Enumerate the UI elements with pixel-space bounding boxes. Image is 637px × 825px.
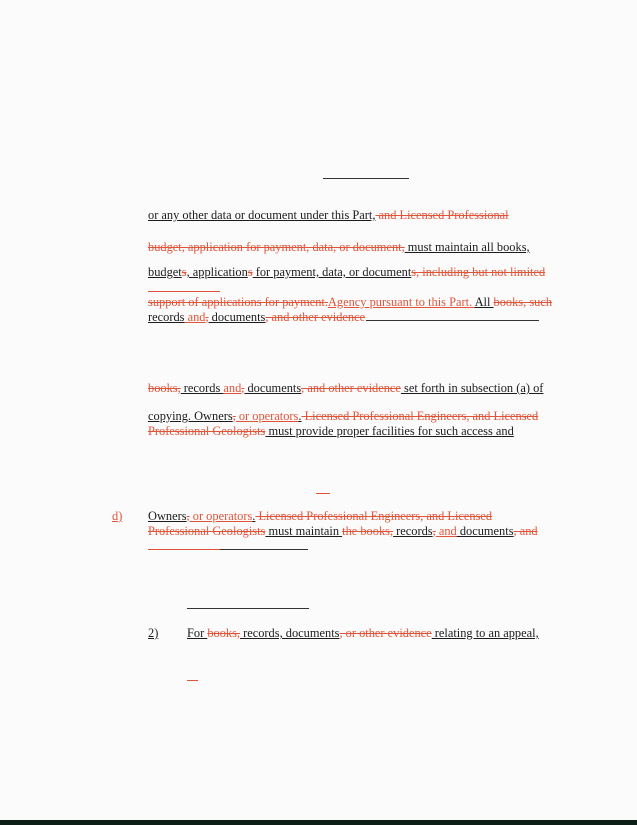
retained-text: budget <box>148 265 182 279</box>
inserted-text: Agency pursuant to this Part. <box>327 295 475 309</box>
retained-text: records <box>148 310 185 324</box>
separator-rule-red <box>148 291 220 292</box>
text-line-8 <box>148 425 514 437</box>
retained-text: documents <box>456 524 514 538</box>
deleted-text: budget, application for payment, data, or document, <box>148 240 405 254</box>
retained-text: for payment, data, or document <box>252 265 412 279</box>
retained-text: documents <box>244 381 302 395</box>
deleted-text: Professional Geologists <box>148 424 266 438</box>
separator-rule-mid <box>187 608 309 609</box>
retained-text: . <box>252 509 256 523</box>
retained-text: records <box>180 381 224 395</box>
text-line-11 <box>187 627 539 639</box>
retained-text: Owners <box>148 509 187 523</box>
inserted-text: and <box>223 381 242 395</box>
inserted-text: and <box>435 524 457 538</box>
text-line-3 <box>148 266 545 278</box>
subsection-label-d: d) <box>112 509 123 523</box>
inserted-text: or operators <box>235 409 299 423</box>
text-line-4 <box>148 296 552 308</box>
deleted-text: , <box>232 409 236 423</box>
deleted-text: s, including but not limited <box>411 265 546 279</box>
retained-text: , application <box>186 265 248 279</box>
separator-rule-dash-1 <box>316 493 330 494</box>
deleted-text: books, such <box>493 295 553 309</box>
retained-text: must maintain <box>265 524 343 538</box>
deleted-text: , or other evidence <box>339 626 432 640</box>
retained-text: copying. Owners <box>148 409 233 423</box>
deleted-text: books, <box>207 626 241 640</box>
separator-rule-dash-2 <box>187 680 198 681</box>
deleted-text: s <box>247 265 253 279</box>
retained-text: must maintain all books, <box>404 240 530 254</box>
separator-rule-records <box>366 320 539 321</box>
text-line-2 <box>148 241 530 253</box>
deleted-text: , and <box>513 524 538 538</box>
inserted-text: and <box>184 310 206 324</box>
retained-text: documents <box>208 310 266 324</box>
deleted-text: , <box>186 509 190 523</box>
text-line-6 <box>148 382 543 394</box>
deleted-text: books, <box>148 381 181 395</box>
page-bottom-edge <box>0 820 637 825</box>
retained-text: relating to an appeal, <box>431 626 539 640</box>
inserted-text: or operators <box>189 509 253 523</box>
retained-text: set forth in subsection (a) of <box>400 381 544 395</box>
deleted-text: , <box>241 381 245 395</box>
retained-text: records, documents <box>240 626 340 640</box>
separator-rule-d-black <box>220 549 308 550</box>
deleted-text: , <box>432 524 436 538</box>
deleted-text: Professional Geologists <box>148 524 266 538</box>
retained-text: must provide proper facilities for such access and <box>265 424 514 438</box>
deleted-text: support of applications for payment. <box>148 295 328 309</box>
text-line-5 <box>148 311 365 323</box>
retained-text: . <box>298 409 302 423</box>
text-line-1 <box>148 209 509 221</box>
deleted-text: the books, <box>342 524 394 538</box>
deleted-text: Licensed Professional Engineers, and Licensed <box>301 409 539 423</box>
deleted-text: and Licensed Professional <box>375 208 509 222</box>
text-line-7 <box>148 410 538 422</box>
separator-rule-d-red <box>148 549 220 550</box>
deleted-text: , <box>205 310 209 324</box>
deleted-text: s <box>181 265 187 279</box>
retained-text: For <box>187 626 208 640</box>
separator-rule-top <box>323 178 409 179</box>
text-line-10 <box>148 525 538 537</box>
deleted-text: , and other evidence <box>301 381 401 395</box>
deleted-text: Licensed Professional Engineers, and Licensed <box>255 509 493 523</box>
text-line-9 <box>148 510 492 522</box>
subsection-label-2: 2) <box>148 626 159 640</box>
retained-text: or any other data or document under this Part, <box>148 208 376 222</box>
retained-text: All <box>474 295 494 309</box>
deleted-text: , and other evidence <box>265 310 366 324</box>
retained-text: records <box>393 524 433 538</box>
